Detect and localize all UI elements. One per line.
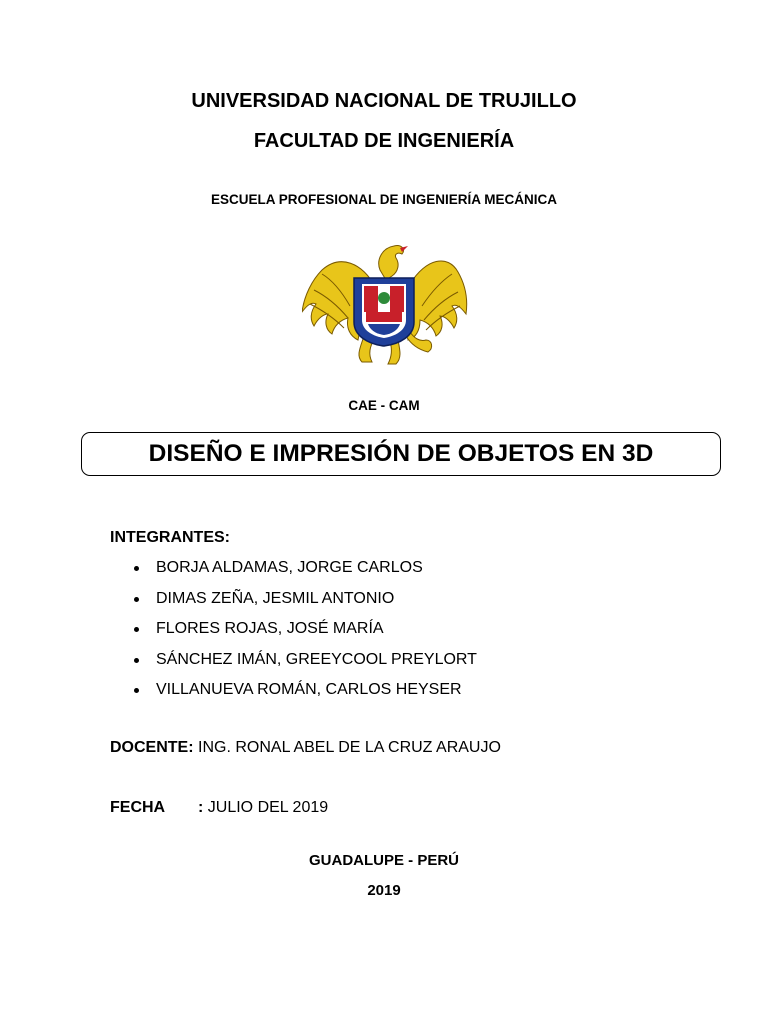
place: GUADALUPE - PERÚ bbox=[308, 852, 459, 869]
fecha-value: : JULIO DEL 2019 bbox=[198, 799, 329, 816]
list-item: FLORES ROJAS, JOSÉ MARÍA bbox=[156, 619, 477, 650]
list-item: SÁNCHEZ IMÁN, GREEYCOOL PREYLORT bbox=[156, 650, 477, 681]
docente-value: ING. RONAL ABEL DE LA CRUZ ARAUJO bbox=[198, 739, 501, 756]
list-item: BORJA ALDAMAS, JORGE CARLOS bbox=[156, 558, 477, 589]
members-label: INTEGRANTES: bbox=[110, 529, 230, 546]
year: 2019 bbox=[367, 882, 401, 899]
members-list bbox=[156, 558, 477, 711]
fecha-label: FECHA bbox=[110, 799, 166, 816]
faculty-name: FACULTAD DE INGENIERÍA bbox=[253, 130, 515, 152]
docente-row bbox=[110, 739, 501, 757]
university-crest-icon bbox=[302, 240, 468, 368]
docente-label: DOCENTE: bbox=[110, 739, 194, 756]
course-name: CAE - CAM bbox=[348, 398, 420, 413]
university-name: UNIVERSIDAD NACIONAL DE TRUJILLO bbox=[191, 90, 577, 112]
list-item: VILLANUEVA ROMÁN, CARLOS HEYSER bbox=[156, 680, 477, 711]
list-item: DIMAS ZEÑA, JESMIL ANTONIO bbox=[156, 589, 477, 620]
school-name: ESCUELA PROFESIONAL DE INGENIERÍA MECÁNICA bbox=[210, 192, 558, 207]
document-title-box bbox=[81, 432, 721, 476]
fecha-row bbox=[110, 799, 328, 817]
document-title: DISEÑO E IMPRESIÓN DE OBJETOS EN 3D bbox=[148, 440, 654, 467]
